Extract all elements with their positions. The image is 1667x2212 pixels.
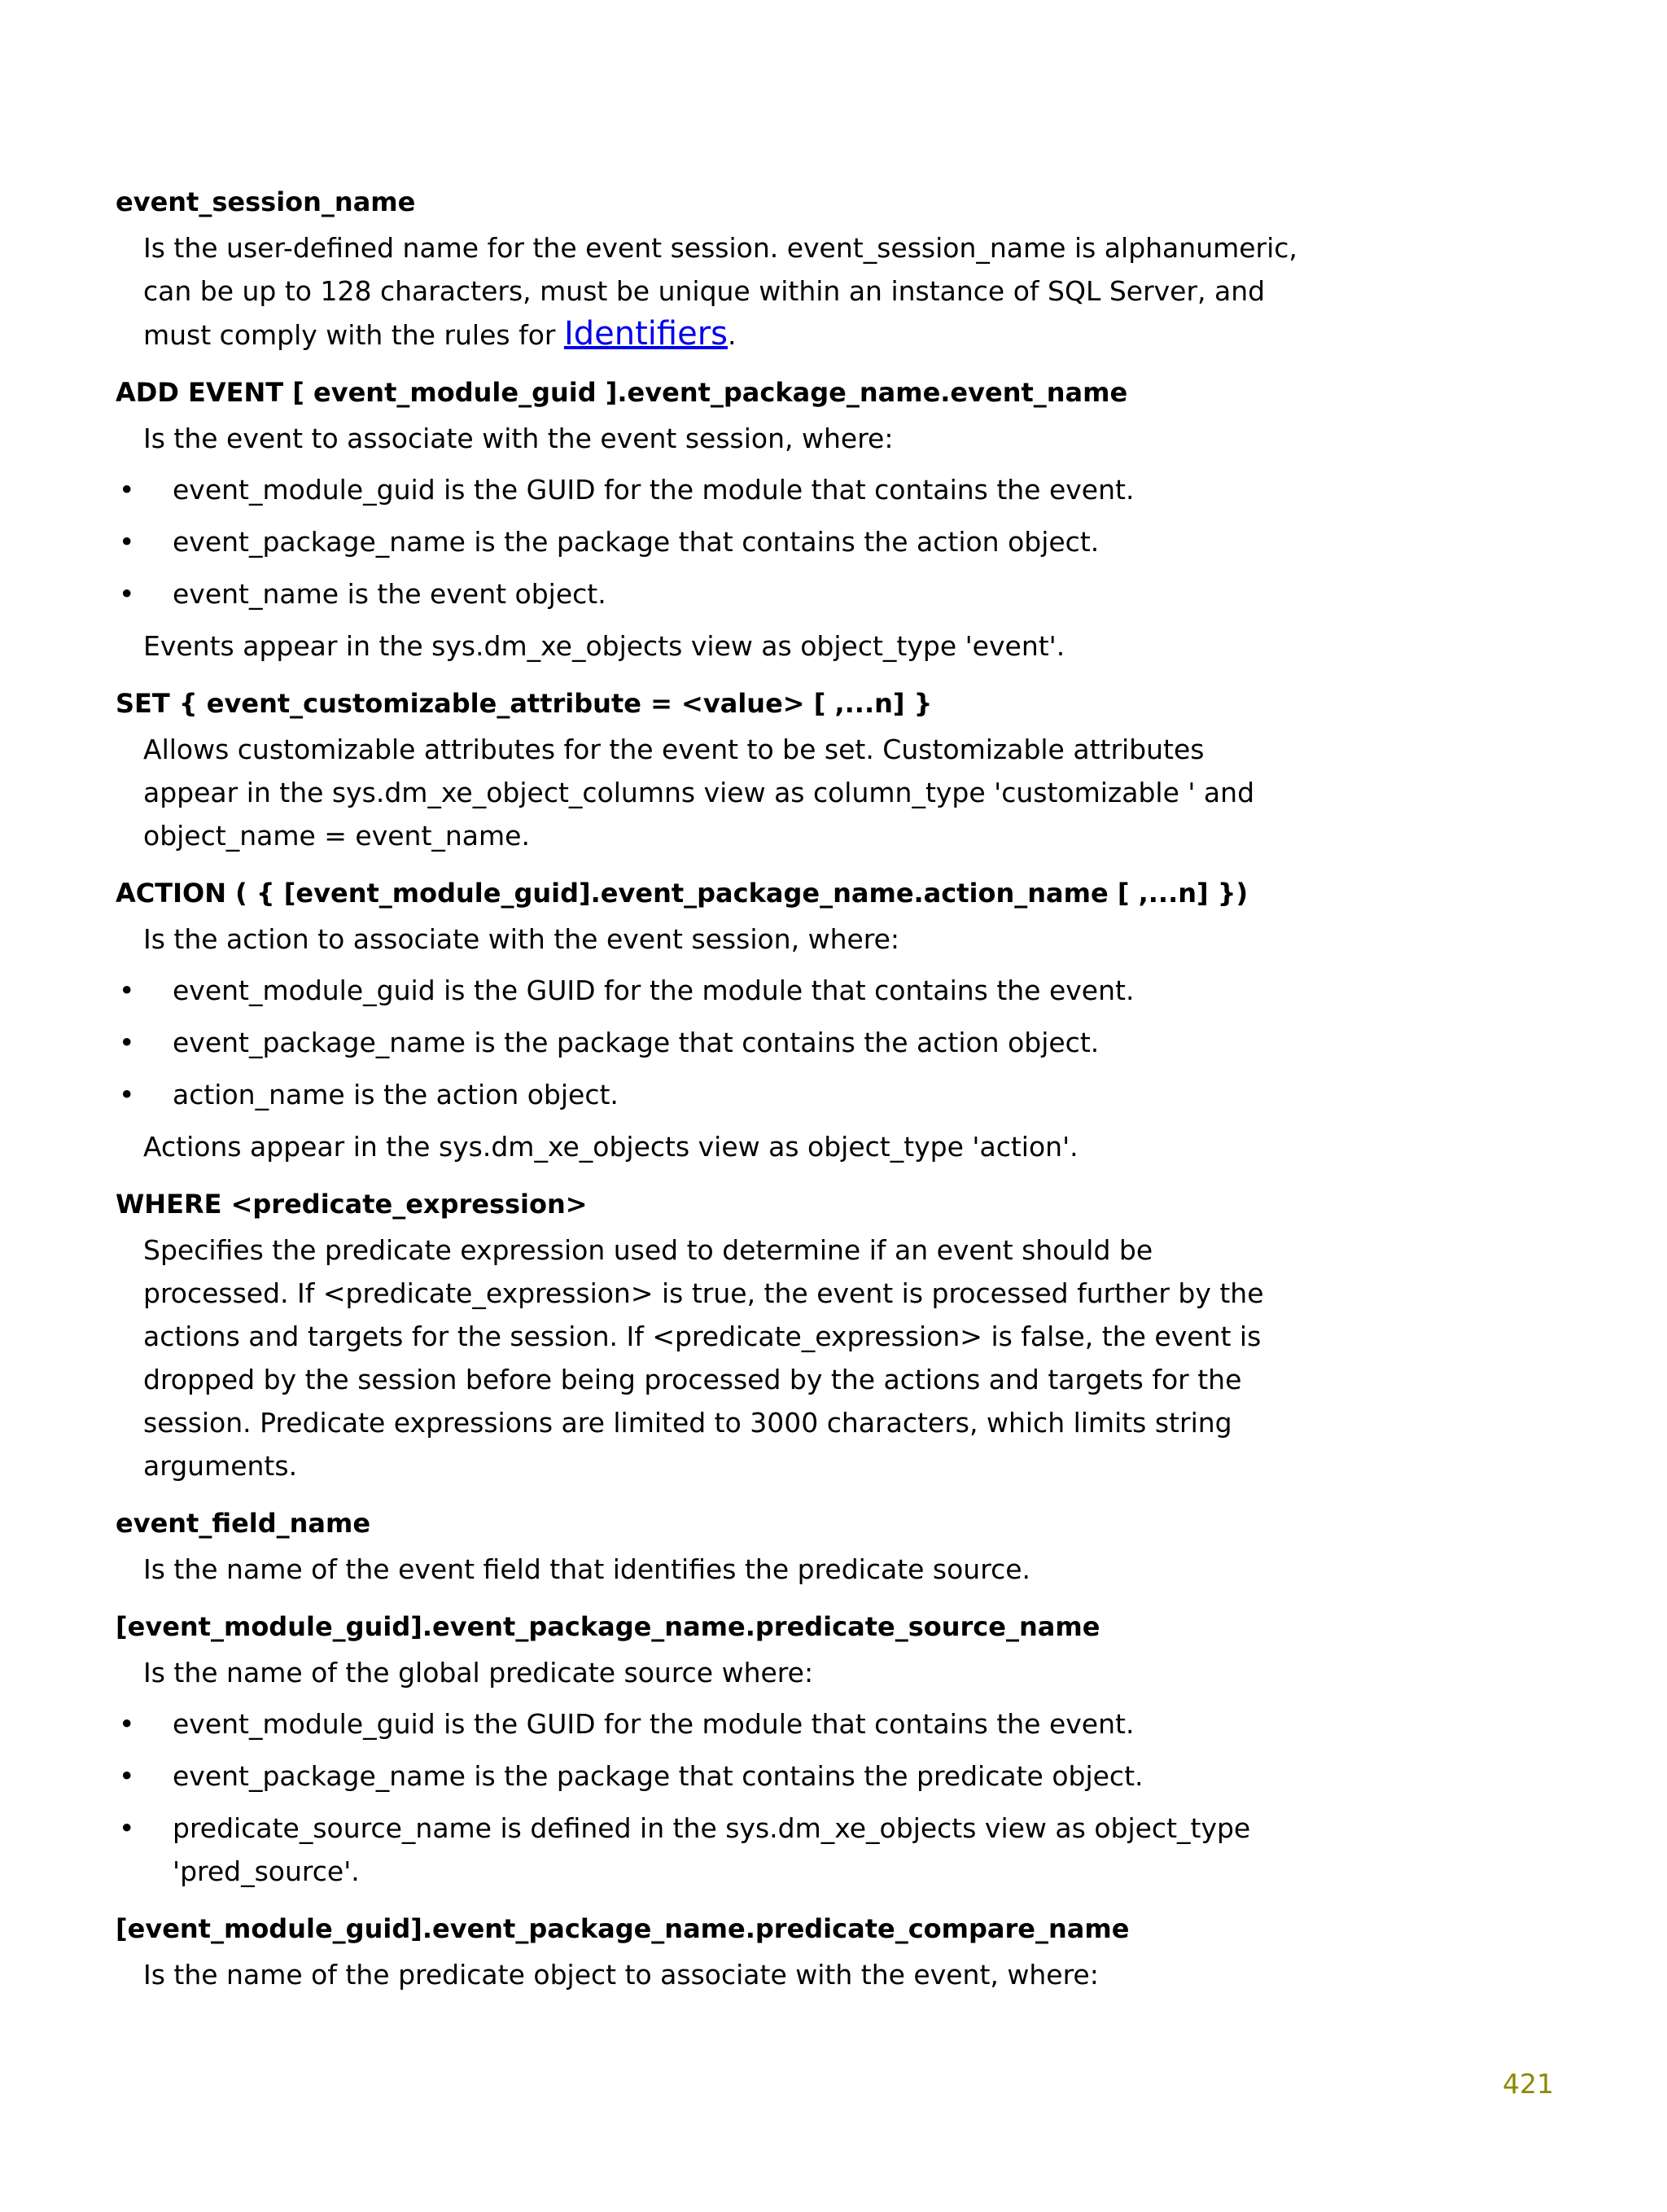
list-item: • event_package_name is the package that contains the action object. (116, 520, 1304, 563)
bullet-icon: • (119, 1027, 135, 1058)
section-predicate-compare-name (116, 1911, 1304, 1996)
term-heading: WHERE <predicate_expression> (116, 1189, 588, 1220)
description-intro: Is the name of the global predicate source where: (143, 1657, 814, 1689)
list-item: • event_package_name is the package that contains the action object. (116, 1021, 1304, 1064)
description-after-list: Events appear in the sys.dm_xe_objects view as object_type 'event'. (143, 630, 1065, 662)
bullet-list (116, 468, 1304, 615)
bullet-list (116, 1702, 1304, 1893)
description-text: Allows customizable attributes for the event to be set. Customizable attributes appear in the sys.dm_xe_object_columns view as column_type 'customizable ' and object_name = event_name. (143, 734, 1255, 852)
list-item: • event_module_guid is the GUID for the module that contains the event. (116, 969, 1304, 1012)
term-description (143, 1229, 1304, 1487)
description-intro: Is the event to associate with the event session, where: (143, 423, 894, 454)
section-where (116, 1186, 1304, 1487)
bullet-icon: • (119, 1708, 135, 1740)
term-heading: ACTION ( { [event_module_guid].event_package_name.action_name [ ,...n] }) (116, 878, 1249, 909)
term-description (119, 417, 1304, 668)
section-action (116, 875, 1304, 1168)
term-description (143, 226, 1304, 357)
bullet-icon: • (119, 474, 135, 506)
description-text-end: . (728, 319, 737, 351)
identifiers-link[interactable]: Identifiers (563, 315, 728, 353)
section-set (116, 686, 1304, 857)
list-item: • event_package_name is the package that contains the predicate object. (116, 1754, 1304, 1798)
term-heading: ADD EVENT [ event_module_guid ].event_package_name.event_name (116, 377, 1128, 408)
list-item: • action_name is the action object. (116, 1073, 1304, 1116)
page-number: 421 (1503, 2068, 1554, 2100)
description-after-list: Actions appear in the sys.dm_xe_objects view as object_type 'action'. (143, 1131, 1079, 1163)
description-text: Is the name of the event field that identifies the predicate source. (143, 1553, 1030, 1585)
page-content (116, 184, 1304, 2014)
term-description (119, 918, 1304, 1168)
section-add-event (116, 375, 1304, 668)
bullet-icon: • (119, 1079, 135, 1110)
bullet-icon: • (119, 526, 135, 558)
list-item: • predicate_source_name is defined in the sys.dm_xe_objects view as object_type 'pred_source'. (116, 1807, 1304, 1893)
description-text: Specifies the predicate expression used to determine if an event should be processed. If <predicate_expression> is true, the event is processed further by the actions and targets for the session. If <predicate_expression> is false, the event is dropped by the session before being processed by the actions and targets for the session. Predicate expressions are limited to 3000 characters, which limits string arguments. (143, 1234, 1264, 1482)
term-description (143, 1953, 1304, 1996)
term-heading: event_session_name (116, 186, 416, 217)
description-intro: Is the action to associate with the event session, where: (143, 923, 900, 955)
bullet-icon: • (119, 1812, 135, 1844)
list-item: • event_module_guid is the GUID for the module that contains the event. (116, 468, 1304, 511)
term-description (143, 728, 1304, 857)
list-item: • event_name is the event object. (116, 572, 1304, 615)
term-description (143, 1548, 1304, 1591)
term-heading: [event_module_guid].event_package_name.predicate_compare_name (116, 1913, 1130, 1944)
description-text: Is the user-defined name for the event session. event_session_name is alphanumeric, can be up to 128 characters, must be unique within an instance of SQL Server, and must comply with the rules for (143, 232, 1297, 351)
term-heading: SET { event_customizable_attribute = <value> [ ,...n] } (116, 688, 933, 719)
bullet-list (116, 969, 1304, 1116)
term-heading: event_field_name (116, 1508, 371, 1539)
section-event-session-name (116, 184, 1304, 357)
description-intro: Is the name of the predicate object to associate with the event, where: (143, 1959, 1099, 1991)
term-heading: [event_module_guid].event_package_name.predicate_source_name (116, 1611, 1100, 1642)
term-description (119, 1651, 1304, 1893)
list-item: • event_module_guid is the GUID for the module that contains the event. (116, 1702, 1304, 1746)
section-predicate-source-name (116, 1609, 1304, 1893)
bullet-icon: • (119, 1760, 135, 1792)
section-event-field-name (116, 1505, 1304, 1591)
bullet-icon: • (119, 578, 135, 610)
bullet-icon: • (119, 975, 135, 1006)
